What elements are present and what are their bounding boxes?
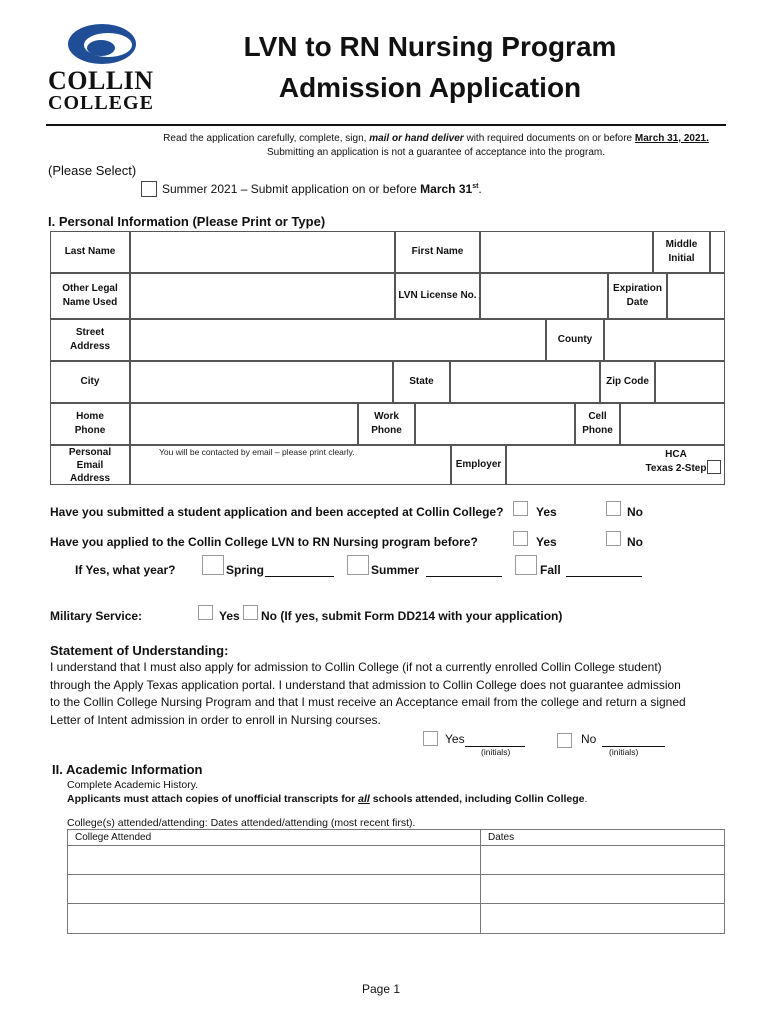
instructions-line-1 <box>46 132 726 146</box>
title-line-1: LVN to RN Nursing Program <box>243 31 617 62</box>
spring-label: Spring <box>226 563 264 577</box>
military-yes-checkbox[interactable] <box>198 605 213 620</box>
statement-yes-initials-caption: (initials) <box>481 747 511 757</box>
college-row-1-name[interactable] <box>67 845 481 875</box>
academic-all-emph: all <box>358 793 370 805</box>
page-number: Page 1 <box>361 982 401 996</box>
academic-line-1: Complete Academic History. <box>67 779 199 791</box>
lvn-license-field[interactable] <box>480 273 608 319</box>
employer-field[interactable] <box>506 445 725 485</box>
q2-yes-checkbox[interactable] <box>513 531 528 546</box>
cell-phone-label: Cell Phone <box>575 403 620 445</box>
first-name-field[interactable] <box>480 231 653 273</box>
hca-label: HCA Texas 2-Step <box>645 449 707 474</box>
personal-email-field[interactable] <box>130 445 451 485</box>
academic-line-3: College(s) attended/attending: Dates attended/attending (most recent first). <box>67 817 416 829</box>
statement-no-initials-caption: (initials) <box>609 747 639 757</box>
employer-label: Employer <box>451 445 506 485</box>
personal-info-table <box>50 231 725 485</box>
statement-line-1: I understand that I must also apply for admission to Collin College (if not a currently enrolled Collin College student) <box>50 660 662 674</box>
zip-code-label: Zip Code <box>600 361 655 403</box>
q1-no-label: No <box>627 505 643 519</box>
military-no-checkbox[interactable] <box>243 605 258 620</box>
expiration-date-field[interactable] <box>667 273 725 319</box>
collin-swoosh-icon <box>46 22 158 70</box>
lvn-license-label: LVN License No. <box>395 273 480 319</box>
work-phone-field[interactable] <box>415 403 575 445</box>
summer-2021-checkbox[interactable] <box>141 181 157 197</box>
summer-label: Summer <box>371 563 420 577</box>
street-address-label: Street Address <box>50 319 130 361</box>
zip-code-field[interactable] <box>655 361 725 403</box>
county-field[interactable] <box>604 319 725 361</box>
state-field[interactable] <box>450 361 600 403</box>
hca-texas-2step-checkbox[interactable] <box>707 460 721 474</box>
work-phone-label: Work Phone <box>358 403 415 445</box>
q2-no-label: No <box>627 535 643 549</box>
instructions-emph: mail or hand deliver <box>369 133 464 144</box>
please-select-label: (Please Select) <box>48 163 137 178</box>
college-history-table <box>67 829 725 934</box>
fall-checkbox[interactable] <box>515 555 537 575</box>
q2-no-checkbox[interactable] <box>606 531 621 546</box>
fall-label: Fall <box>540 563 561 577</box>
other-legal-name-label: Other Legal Name Used <box>50 273 130 319</box>
middle-initial-field[interactable] <box>710 231 725 273</box>
instructions <box>46 132 726 160</box>
statement-line-3: to the Collin College Nursing Program and that I must receive an Acceptance email from the college and return a signed <box>50 695 686 709</box>
summer-checkbox[interactable] <box>347 555 369 575</box>
page-title <box>230 26 630 108</box>
military-no-label: No (If yes, submit Form DD214 with your application) <box>261 609 563 623</box>
q1-yes-label: Yes <box>536 505 557 519</box>
county-label: County <box>546 319 604 361</box>
other-legal-name-field[interactable] <box>130 273 395 319</box>
last-name-label: Last Name <box>50 231 130 273</box>
academic-heading: II. Academic Information <box>52 762 203 777</box>
spring-year-line[interactable] <box>265 562 334 577</box>
personal-info-heading: I. Personal Information (Please Print or Type) <box>48 214 326 229</box>
city-label: City <box>50 361 130 403</box>
street-address-field[interactable] <box>130 319 546 361</box>
military-yes-label: Yes <box>219 609 240 623</box>
statement-no-checkbox[interactable] <box>557 733 572 748</box>
instructions-pre: Read the application carefully, complete, sign, <box>163 133 370 144</box>
dates-header: Dates <box>480 829 725 846</box>
statement-yes-initials-line[interactable] <box>465 732 525 747</box>
last-name-field[interactable] <box>130 231 395 273</box>
expiration-date-label: Expiration Date <box>608 273 667 319</box>
statement-line-4: Letter of Intent admission in order to enroll in Nursing courses. <box>50 712 381 727</box>
summer-option-end: . <box>478 182 482 196</box>
statement-heading: Statement of Understanding: <box>50 643 229 658</box>
statement-no-label: No <box>581 732 597 746</box>
statement-no-initials-line[interactable] <box>602 732 665 747</box>
header-rule <box>46 124 726 126</box>
instructions-mid: with required documents on or before <box>463 133 635 144</box>
college-row-3-dates[interactable] <box>480 903 725 934</box>
instructions-deadline: March 31, 2021. <box>634 133 709 144</box>
home-phone-label: Home Phone <box>50 403 130 445</box>
summer-option-sup: st <box>472 183 479 190</box>
college-logo <box>46 22 158 114</box>
military-service-label: Military Service: <box>50 609 143 623</box>
email-note: You will be contacted by email – please print clearly. <box>159 447 355 457</box>
statement-yes-label: Yes <box>445 732 465 746</box>
title-line-2: Admission Application <box>278 72 582 103</box>
question-accepted-collin: Have you submitted a student application and been accepted at Collin College? <box>50 505 504 519</box>
q2-yes-label: Yes <box>536 535 557 549</box>
first-name-label: First Name <box>395 231 480 273</box>
personal-email-label: Personal Email Address <box>50 445 130 485</box>
statement-line-2: through the Apply Texas application portal. I understand that admission to Collin College does not guarantee admission <box>50 677 681 692</box>
q1-no-checkbox[interactable] <box>606 501 621 516</box>
college-row-1-dates[interactable] <box>480 845 725 875</box>
logo-college-text: COLLEGE <box>48 92 154 114</box>
year-label: If Yes, what year? <box>75 563 176 577</box>
summer-2021-option <box>162 182 482 196</box>
statement-yes-checkbox[interactable] <box>423 731 438 746</box>
question-applied-before: Have you applied to the Collin College LVN to RN Nursing program before? <box>50 535 478 549</box>
instructions-line-2: Submitting an application is not a guarantee of acceptance into the program. <box>267 147 605 158</box>
logo-collin-text: COLLIN <box>48 66 154 95</box>
q1-yes-checkbox[interactable] <box>513 501 528 516</box>
statement-text <box>50 659 722 729</box>
fall-year-line[interactable] <box>566 562 642 577</box>
city-field[interactable] <box>130 361 393 403</box>
academic-line-2: Applicants must attach copies of unofficial transcripts for all schools attended, including Collin College. <box>67 793 588 805</box>
college-attended-header: College Attended <box>67 829 481 846</box>
summer-option-date: March 31 <box>420 182 473 196</box>
summer-year-line[interactable] <box>426 562 502 577</box>
home-phone-field[interactable] <box>130 403 358 445</box>
college-row-3-name[interactable] <box>67 903 481 934</box>
state-label: State <box>393 361 450 403</box>
summer-option-text: Summer 2021 – Submit application on or before <box>162 182 421 196</box>
middle-initial-label: Middle Initial <box>653 231 710 273</box>
college-row-2-name[interactable] <box>67 874 481 904</box>
spring-checkbox[interactable] <box>202 555 224 575</box>
cell-phone-field[interactable] <box>620 403 725 445</box>
college-row-2-dates[interactable] <box>480 874 725 904</box>
